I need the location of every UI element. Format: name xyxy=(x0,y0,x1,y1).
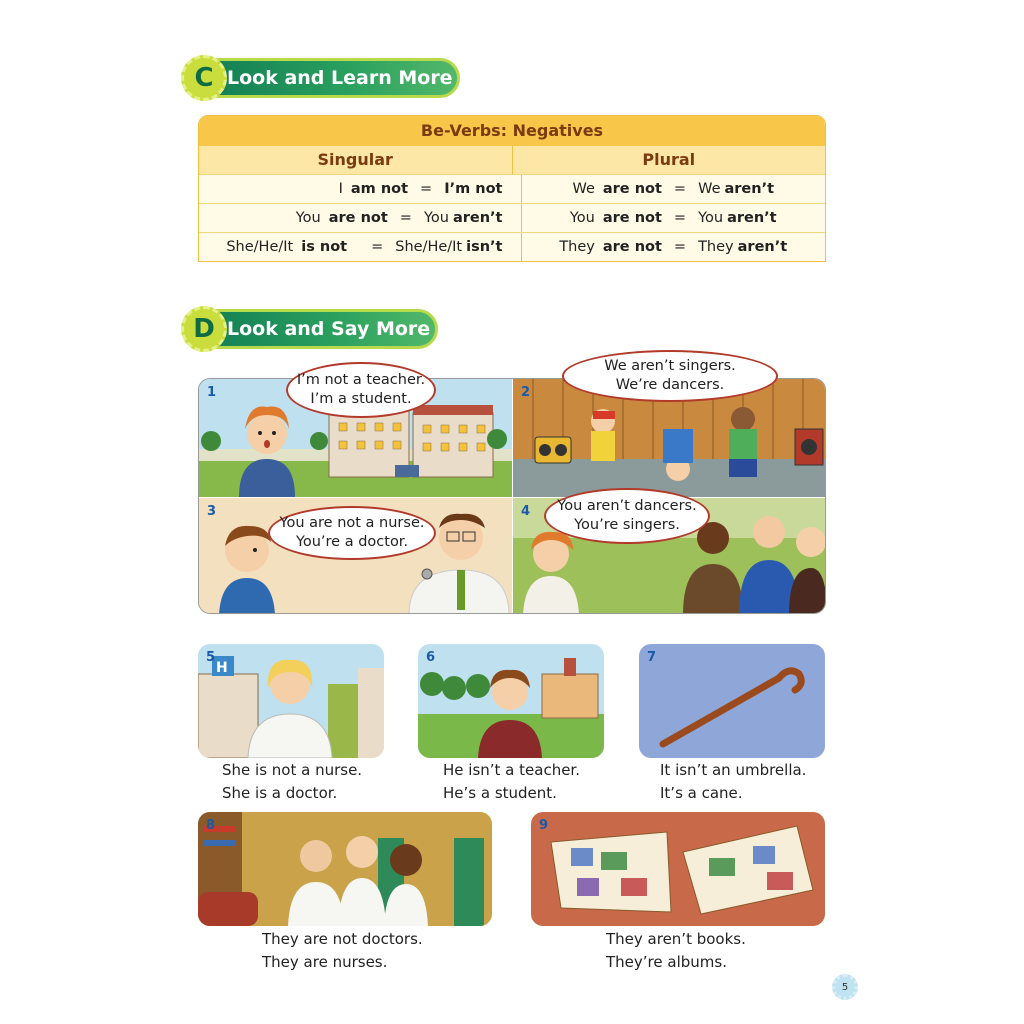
card-number: 8 xyxy=(206,818,216,833)
plural-cell xyxy=(521,175,826,203)
speech-bubble-1 xyxy=(286,362,436,418)
short-subject: She/He/It xyxy=(395,239,463,255)
bubble-line: You’re singers. xyxy=(574,517,680,533)
contraction: aren’t xyxy=(727,210,777,226)
caption-line: It’s a cane. xyxy=(660,784,743,802)
contraction: aren’t xyxy=(724,181,775,197)
caption-line: He isn’t a teacher. xyxy=(443,761,580,779)
caption-line: He’s a student. xyxy=(443,784,557,802)
bubble-line: You are not a nurse. xyxy=(279,515,425,531)
singular-cell xyxy=(199,204,521,232)
section-c-header xyxy=(184,58,460,98)
cane-illustration xyxy=(639,644,825,758)
short-form xyxy=(444,181,502,197)
bubble-line: We aren’t singers. xyxy=(604,358,736,374)
subject: I xyxy=(338,181,343,197)
caption-9 xyxy=(606,928,746,974)
panel-number: 4 xyxy=(521,504,531,519)
nurses-illustration xyxy=(198,812,492,926)
equals: = xyxy=(673,181,687,197)
plural-cell xyxy=(521,204,826,232)
picture-card-7 xyxy=(639,644,825,758)
section-d-header xyxy=(184,309,438,349)
comic-strip xyxy=(198,378,826,614)
bubble-line: I’m a student. xyxy=(310,391,412,407)
caption-7 xyxy=(660,759,806,805)
svg-text:H: H xyxy=(216,660,228,676)
equals: = xyxy=(673,239,687,255)
speech-bubble-2 xyxy=(562,350,778,402)
header-plural: Plural xyxy=(512,146,826,174)
negative: are not xyxy=(602,181,662,197)
equals: = xyxy=(371,239,384,255)
caption-line: It isn’t an umbrella. xyxy=(660,761,807,779)
section-d-letter: D xyxy=(181,306,227,352)
albums-illustration xyxy=(531,812,825,926)
caption-line: They are nurses. xyxy=(262,953,388,971)
caption-line: She is not a nurse. xyxy=(222,761,363,779)
student-boy-illustration xyxy=(418,644,604,758)
panel-number: 2 xyxy=(521,385,531,400)
panel-number: 1 xyxy=(207,385,217,400)
caption-5 xyxy=(222,759,362,805)
speech-bubble-4 xyxy=(544,488,710,544)
short-subject: You xyxy=(698,210,724,226)
bubble-line: We’re dancers. xyxy=(615,377,725,393)
short-subject: They xyxy=(698,239,734,255)
card-number: 9 xyxy=(539,818,549,833)
table-title: Be-Verbs: Negatives xyxy=(199,116,825,146)
card-number: 5 xyxy=(206,650,216,665)
picture-card-9 xyxy=(531,812,825,926)
contraction: aren’t xyxy=(737,239,788,255)
negative: are not xyxy=(602,239,662,255)
equals: = xyxy=(673,210,687,226)
picture-card-5 xyxy=(198,644,384,758)
negative: are not xyxy=(602,210,662,226)
caption-line: They’re albums. xyxy=(606,953,727,971)
card-number: 7 xyxy=(647,650,657,665)
section-d-title: Look and Say More xyxy=(227,318,431,340)
bubble-line: You aren’t dancers. xyxy=(557,498,697,514)
picture-card-8 xyxy=(198,812,492,926)
short-subject: I xyxy=(444,181,450,197)
short-subject: You xyxy=(423,210,449,226)
subject: We xyxy=(572,181,595,197)
caption-line: She is a doctor. xyxy=(222,784,338,802)
speech-bubble-3 xyxy=(268,506,436,560)
subject: They xyxy=(559,239,595,255)
page-number: 5 xyxy=(832,974,858,1000)
negative: are not xyxy=(328,210,388,226)
singular-cell xyxy=(199,175,521,203)
singular-cell xyxy=(199,233,521,261)
caption-line: They aren’t books. xyxy=(606,930,746,948)
subject: She/He/It xyxy=(226,239,294,255)
contraction: aren’t xyxy=(452,210,503,226)
subject: You xyxy=(569,210,595,226)
negative: is not xyxy=(301,239,348,255)
caption-line: They are not doctors. xyxy=(262,930,423,948)
plural-cell xyxy=(521,233,826,261)
grammar-table xyxy=(198,115,826,262)
negative: am not xyxy=(350,181,409,197)
table-row xyxy=(199,203,825,232)
caption-8 xyxy=(262,928,423,974)
table-row xyxy=(199,232,825,261)
equals: = xyxy=(420,181,433,197)
short-subject: We xyxy=(698,181,721,197)
contraction: isn’t xyxy=(466,239,503,255)
bubble-line: You’re a doctor. xyxy=(295,534,409,550)
table-header-row xyxy=(199,146,825,174)
contraction: ’m not xyxy=(449,181,503,197)
table-row xyxy=(199,174,825,203)
equals: = xyxy=(399,210,412,226)
bubble-line: I’m not a teacher. xyxy=(296,372,426,388)
picture-card-6 xyxy=(418,644,604,758)
doctor-woman-illustration xyxy=(198,644,384,758)
subject: You xyxy=(295,210,321,226)
card-number: 6 xyxy=(426,650,436,665)
header-singular: Singular xyxy=(317,150,393,169)
panel-number: 3 xyxy=(207,504,217,519)
section-c-title: Look and Learn More xyxy=(227,67,453,89)
caption-6 xyxy=(443,759,580,805)
section-c-letter: C xyxy=(181,55,227,101)
